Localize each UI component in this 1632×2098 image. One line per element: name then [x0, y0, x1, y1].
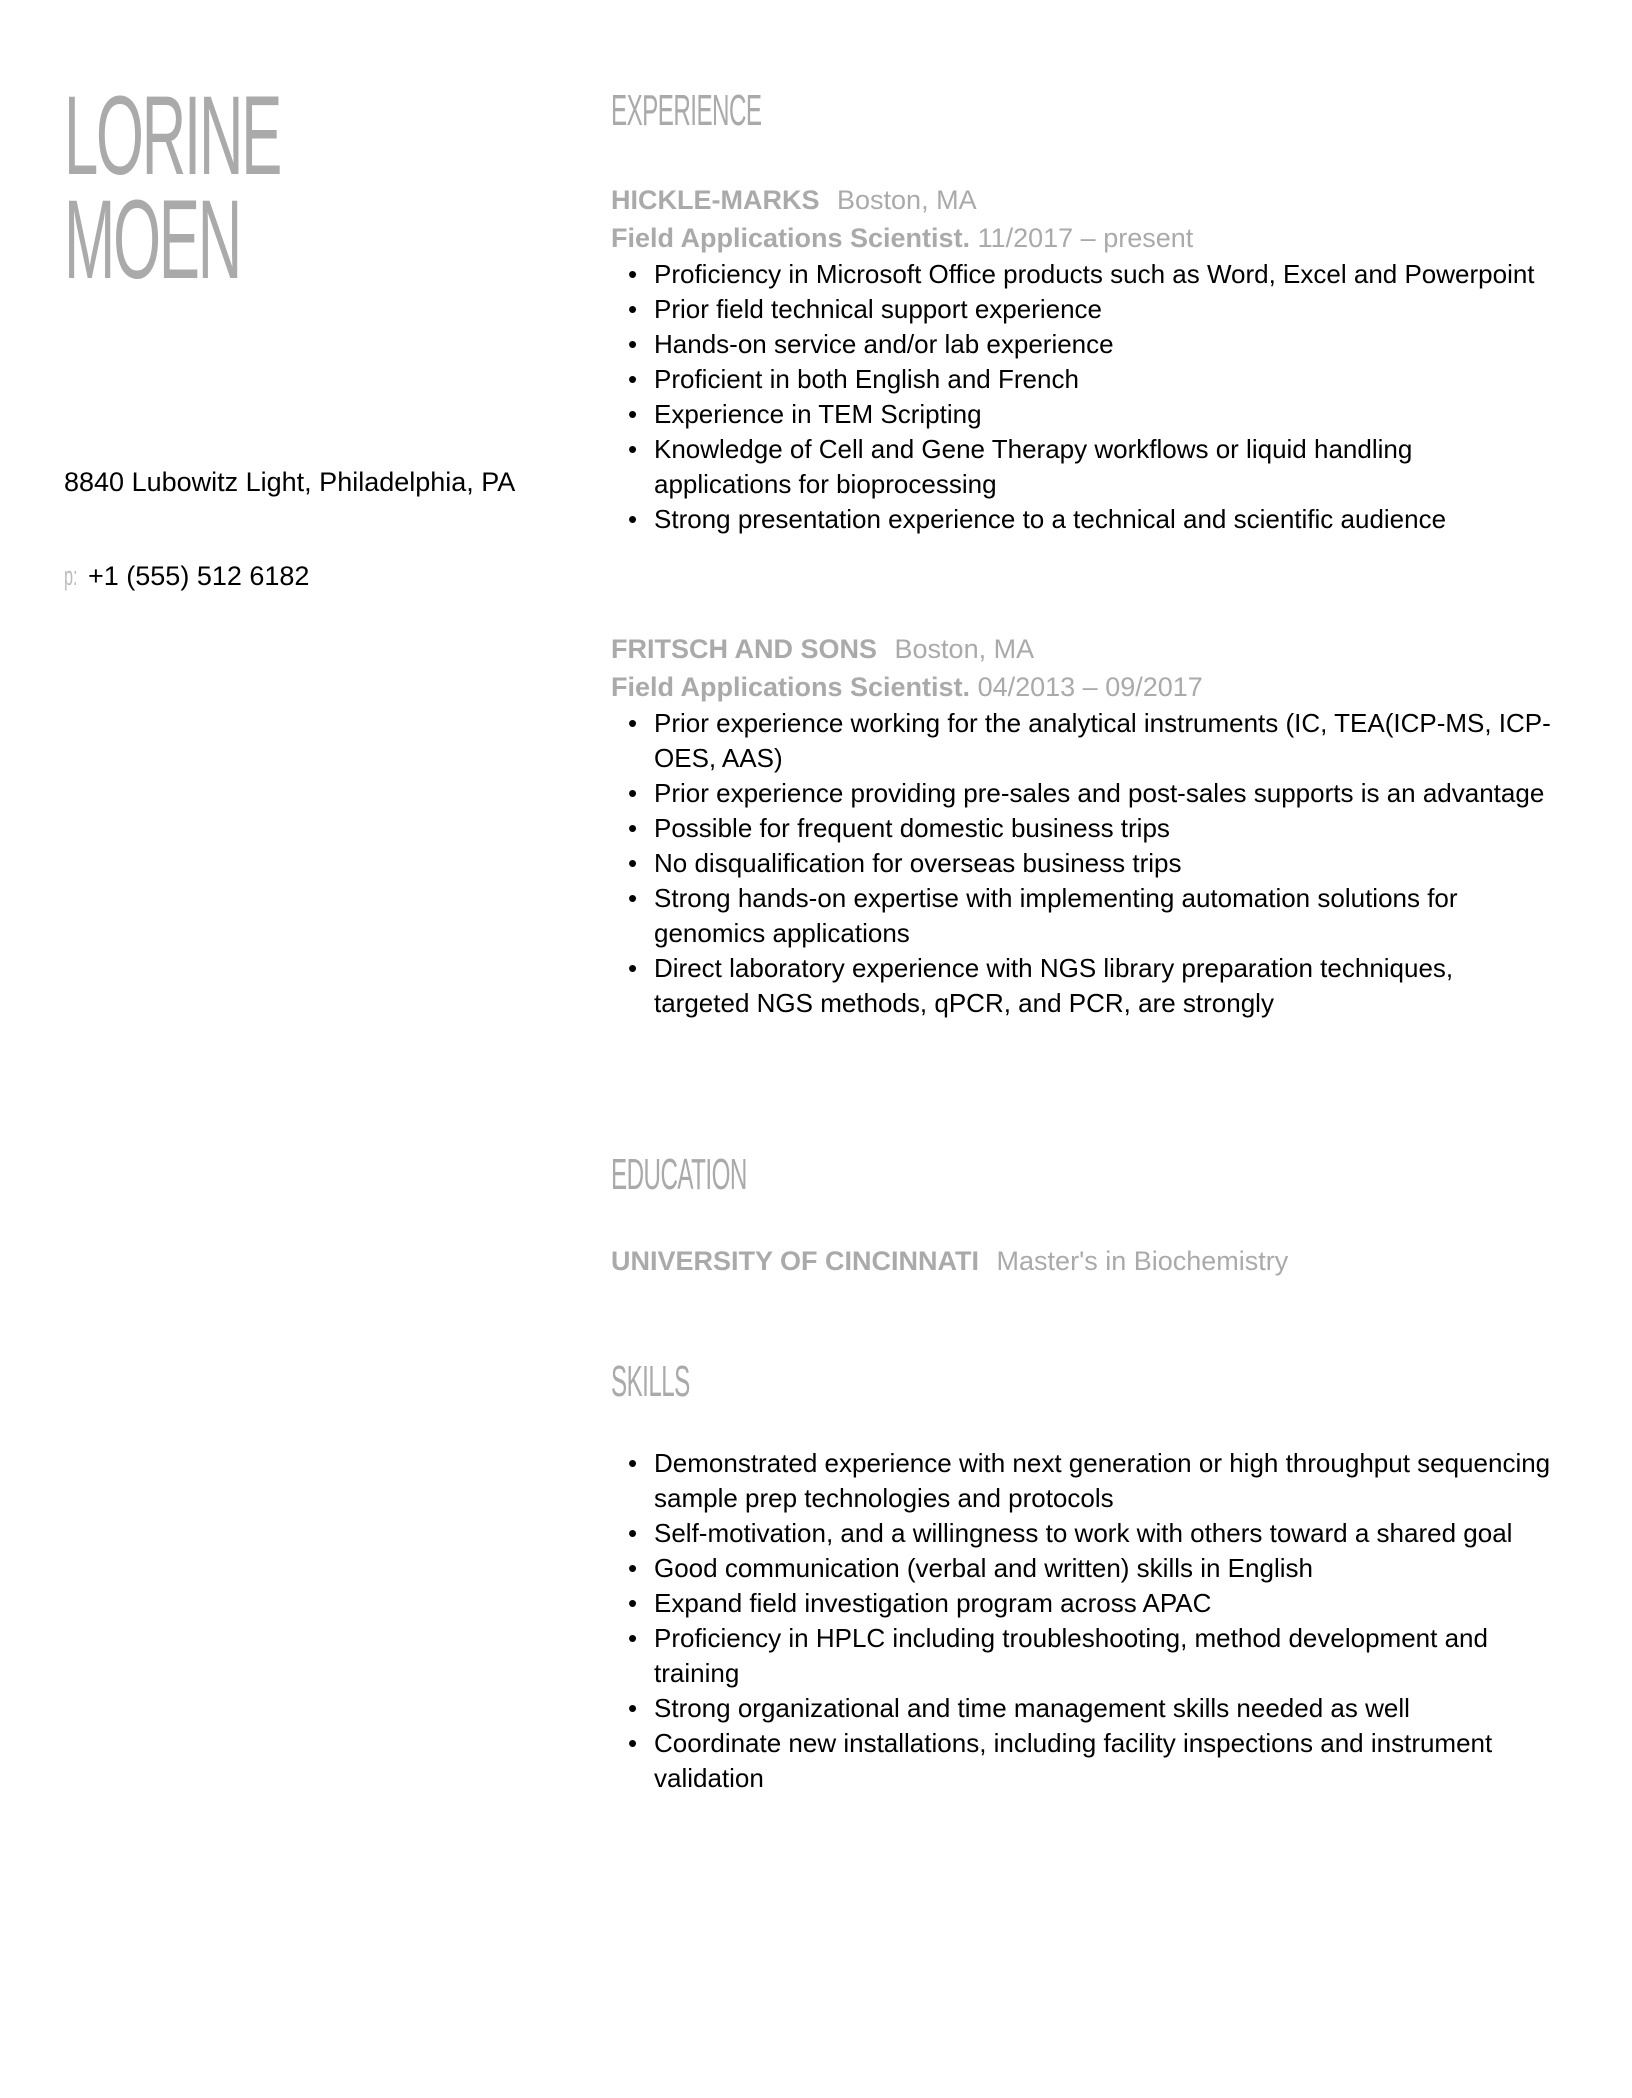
list-item: • Possible for frequent domestic business trips — [611, 811, 1554, 846]
list-item: • Proficiency in HPLC including troubleshooting, method development and training — [611, 1621, 1554, 1691]
list-item: • Strong hands-on expertise with implementing automation solutions for genomics applications — [611, 881, 1554, 951]
address: 8840 Lubowitz Light, Philadelphia, PA — [64, 467, 516, 497]
job-header — [611, 630, 1611, 668]
education-school: UNIVERSITY OF CINCINNATI — [611, 1246, 980, 1276]
job-entry — [611, 630, 1611, 1021]
list-item: • Expand field investigation program across APAC — [611, 1586, 1554, 1621]
last-name: MOEN — [64, 177, 240, 302]
list-item: • Strong presentation experience to a technical and scientific audience — [611, 502, 1554, 537]
list-item: • Prior field technical support experience — [611, 292, 1554, 327]
job-role: Field Applications Scientist. — [611, 223, 971, 253]
job-location: Boston, MA — [837, 185, 977, 215]
skills-list — [611, 1446, 1611, 1796]
job-header — [611, 181, 1611, 219]
list-item: • Prior experience providing pre-sales and post-sales supports is an advantage — [611, 776, 1554, 811]
job-title-row — [611, 219, 1611, 257]
list-item: • Proficiency in Microsoft Office products such as Word, Excel and Powerpoint — [611, 257, 1554, 292]
phone-row — [64, 557, 309, 595]
sidebar — [64, 73, 544, 591]
candidate-name — [64, 73, 328, 302]
list-item: • No disqualification for overseas business trips — [611, 846, 1554, 881]
list-item: • Strong organizational and time management skills needed as well — [611, 1691, 1554, 1726]
list-item: • Hands-on service and/or lab experience — [611, 327, 1554, 362]
list-item: • Knowledge of Cell and Gene Therapy workflows or liquid handling applications for bioprocessing — [611, 432, 1554, 502]
job-title-row — [611, 668, 1611, 706]
education-entry — [611, 1242, 1288, 1280]
experience-heading: EXPERIENCE — [611, 86, 762, 135]
list-item: • Prior experience working for the analytical instruments (IC, TEA(ICP-MS, ICP-OES, AAS) — [611, 706, 1554, 776]
skills-list-wrap — [611, 1446, 1611, 1796]
list-item: • Good communication (verbal and written) skills in English — [611, 1551, 1554, 1586]
job-bullets — [611, 706, 1611, 1021]
phone-label: p: — [64, 561, 78, 591]
job-company: FRITSCH AND SONS — [611, 634, 878, 664]
education-degree: Master's in Biochemistry — [996, 1246, 1289, 1276]
phone-number: +1 (555) 512 6182 — [88, 561, 310, 591]
job-company: HICKLE-MARKS — [611, 185, 820, 215]
first-name: LORINE — [64, 73, 281, 198]
job-bullets — [611, 257, 1611, 537]
education-heading: EDUCATION — [611, 1150, 747, 1199]
list-item: • Experience in TEM Scripting — [611, 397, 1554, 432]
skills-heading: SKILLS — [611, 1357, 690, 1406]
list-item: • Direct laboratory experience with NGS library preparation techniques, targeted NGS methods, qPCR, and PCR, are strongly — [611, 951, 1554, 1021]
job-dates: 11/2017 – present — [977, 223, 1194, 253]
job-entry — [611, 181, 1611, 537]
list-item: • Proficient in both English and French — [611, 362, 1554, 397]
list-item: • Self-motivation, and a willingness to work with others toward a shared goal — [611, 1516, 1554, 1551]
list-item: • Coordinate new installations, including facility inspections and instrument validation — [611, 1726, 1554, 1796]
job-dates: 04/2013 – 09/2017 — [977, 672, 1203, 702]
list-item: • Demonstrated experience with next generation or high throughput sequencing sample prep technologies and protocols — [611, 1446, 1554, 1516]
job-role: Field Applications Scientist. — [611, 672, 971, 702]
job-location: Boston, MA — [894, 634, 1035, 664]
